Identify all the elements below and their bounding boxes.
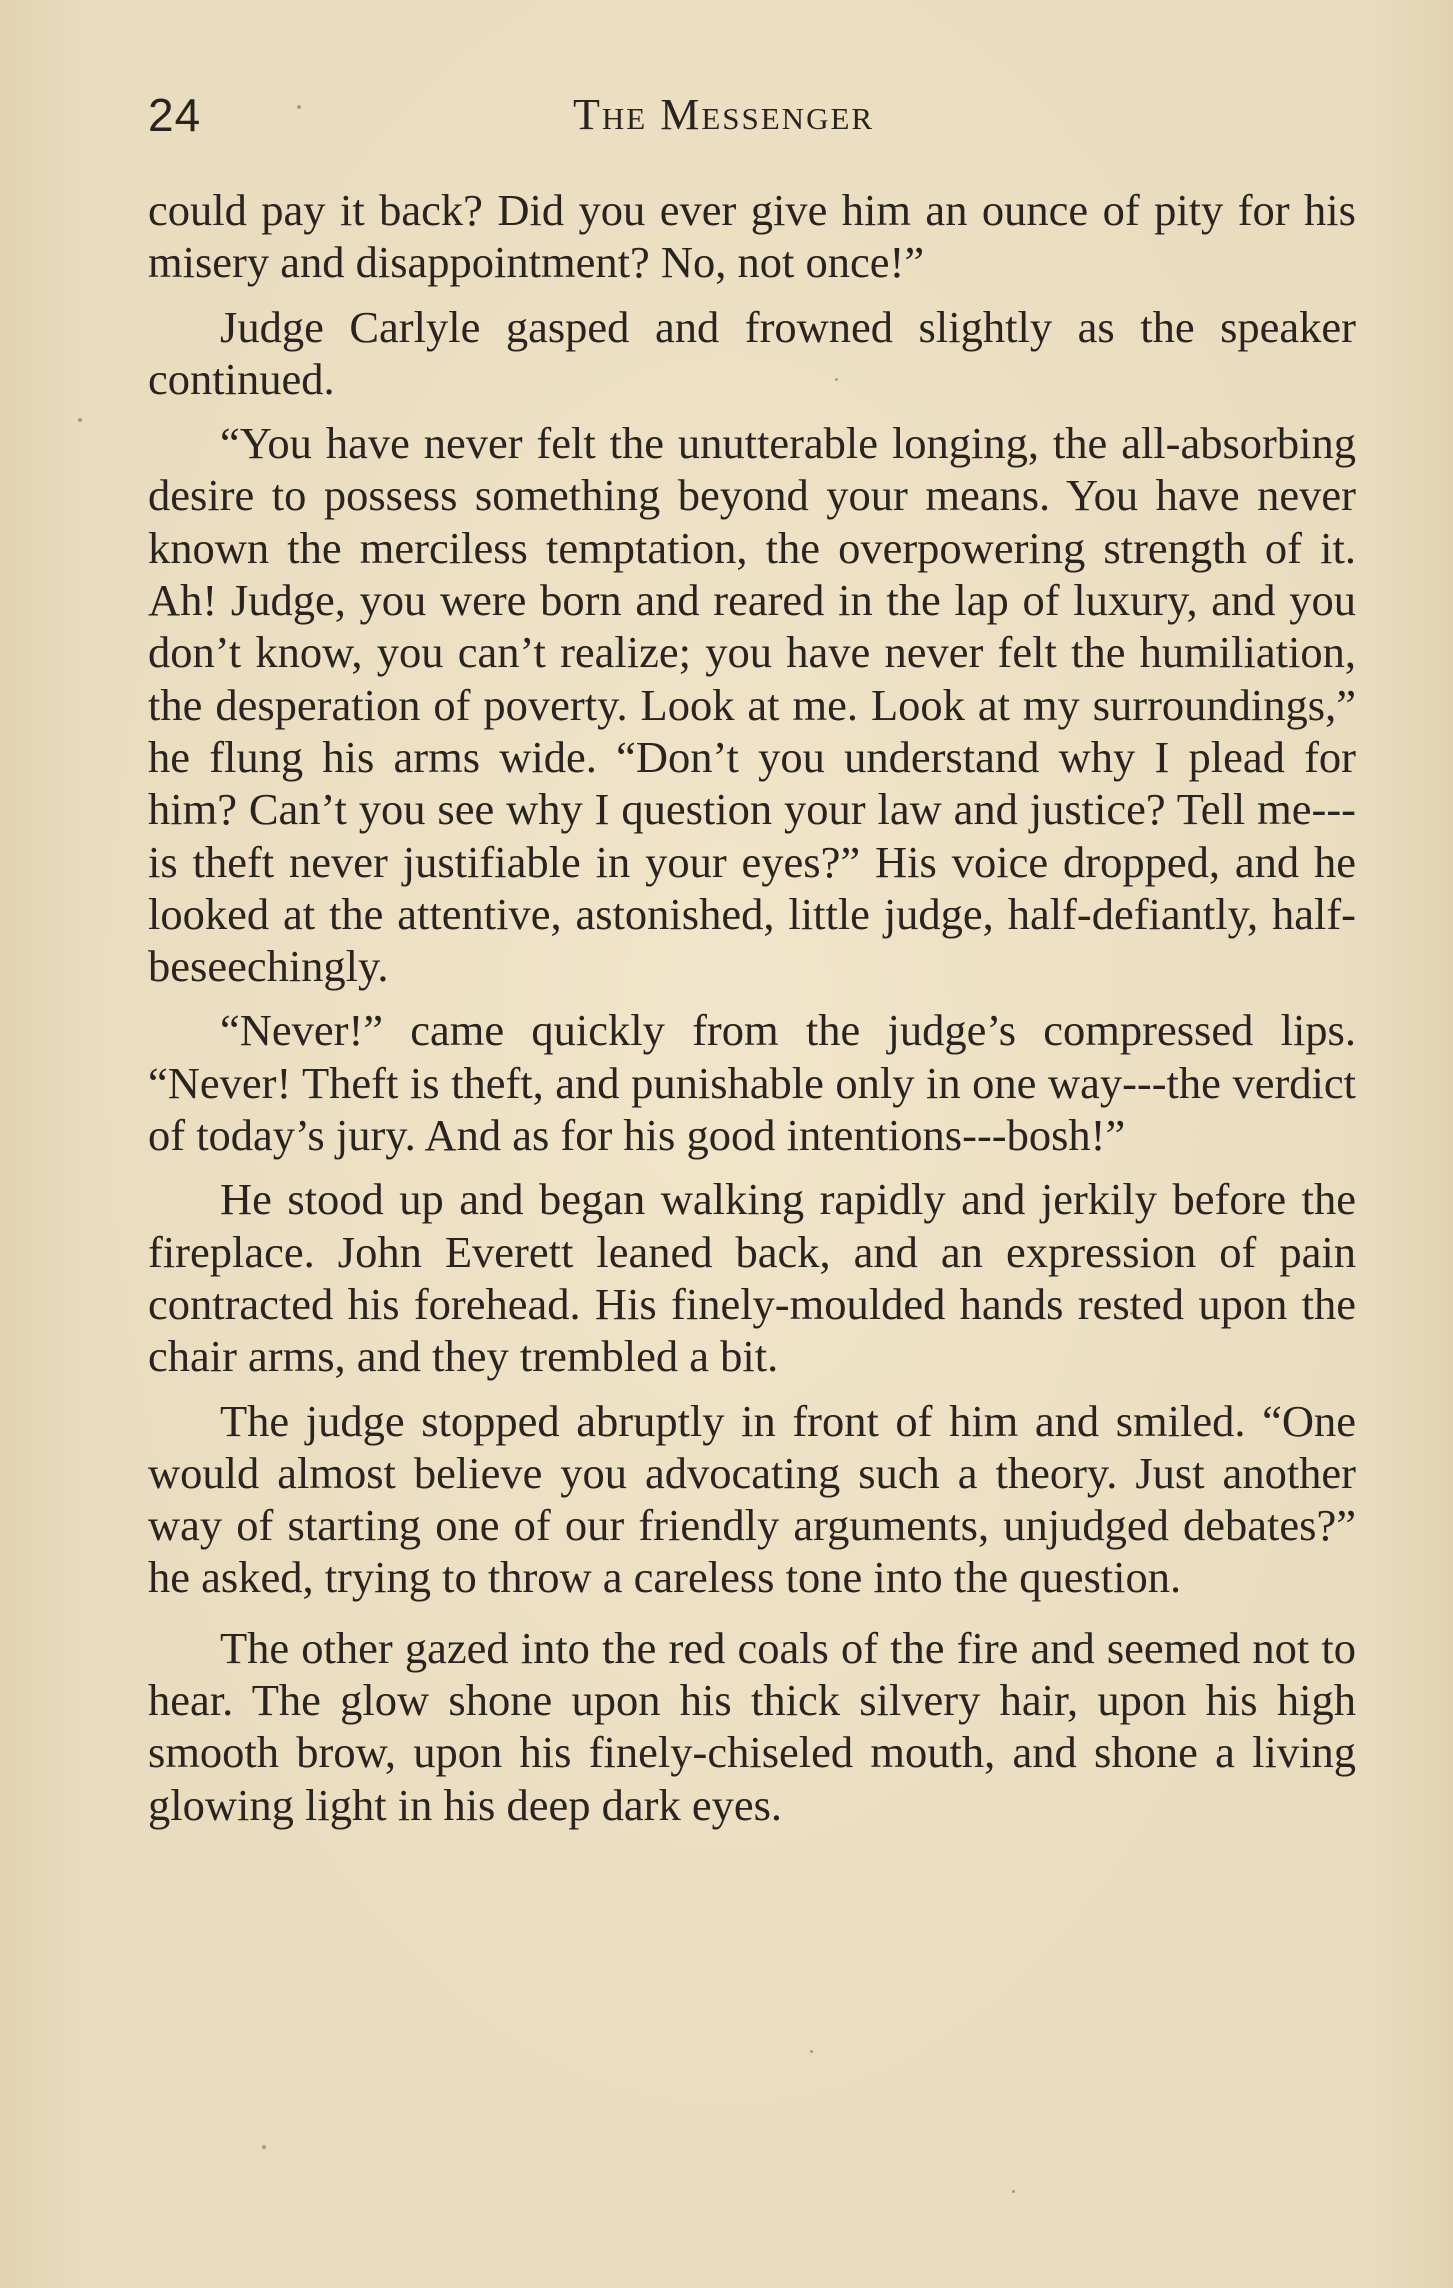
- paragraph: The other gazed into the red coals of the fire and seemed not to hear. The glow shone upon his thick silvery hair, upon his high smooth brow, upon his finely-chiseled mouth, and shone a living glowing light in his deep dark eyes.: [148, 1622, 1356, 1830]
- body-text: [148, 184, 1356, 1831]
- paper-speck: [297, 105, 301, 109]
- paper-speck: [1012, 2190, 1015, 2193]
- paper-speck: [262, 2145, 266, 2149]
- paper-speck: [835, 378, 838, 381]
- paper-speck: [78, 418, 82, 422]
- paragraph: “You have never felt the unutterable longing, the all-absorbing desire to possess something beyond your means. You have never known the merciless temptation, the overpowering strength of it. Ah! Judge, you were born and reared in the lap of luxury, and you don’t know, you can’t realize; you have never felt the humiliation, the desperation of poverty. Look at me. Look at my surroundings,” he flung his arms wide. “Don’t you understand why I plead for him? Can’t you see why I question your law and justice? Tell me---is theft never justifiable in your eyes?” His voice dropped, and he looked at the attentive, astonished, little judge, half-defiantly, half-beseechingly.: [148, 418, 1356, 992]
- running-head: [148, 80, 1358, 150]
- page-number: 24: [148, 89, 202, 141]
- paragraph: He stood up and began walking rapidly and jerkily before the fireplace. John Everett leaned back, and an expression of pain contracted his forehead. His finely-moulded hands rested upon the chair arms, and they trembled a bit.: [148, 1174, 1356, 1382]
- paper-speck: [810, 2050, 813, 2053]
- paragraph: The judge stopped abruptly in front of him and smiled. “One would almost believe you advocating such a theory. Just another way of starting one of our friendly arguments, unjudged debates?” he asked, trying to throw a careless tone into the question.: [148, 1395, 1356, 1603]
- paragraph: Judge Carlyle gasped and frowned slightly as the speaker continued.: [148, 301, 1356, 404]
- paragraph: could pay it back? Did you ever give him an ounce of pity for his misery and disappointment? No, not once!”: [148, 185, 1356, 288]
- paragraph: “Never!” came quickly from the judge’s compressed lips. “Never! Theft is theft, and punishable only in one way---the verdict of today’s jury. And as for his good intentions---bosh!”: [148, 1005, 1356, 1161]
- running-title: The Messenger: [573, 90, 875, 139]
- paper-speck: [1130, 1312, 1133, 1315]
